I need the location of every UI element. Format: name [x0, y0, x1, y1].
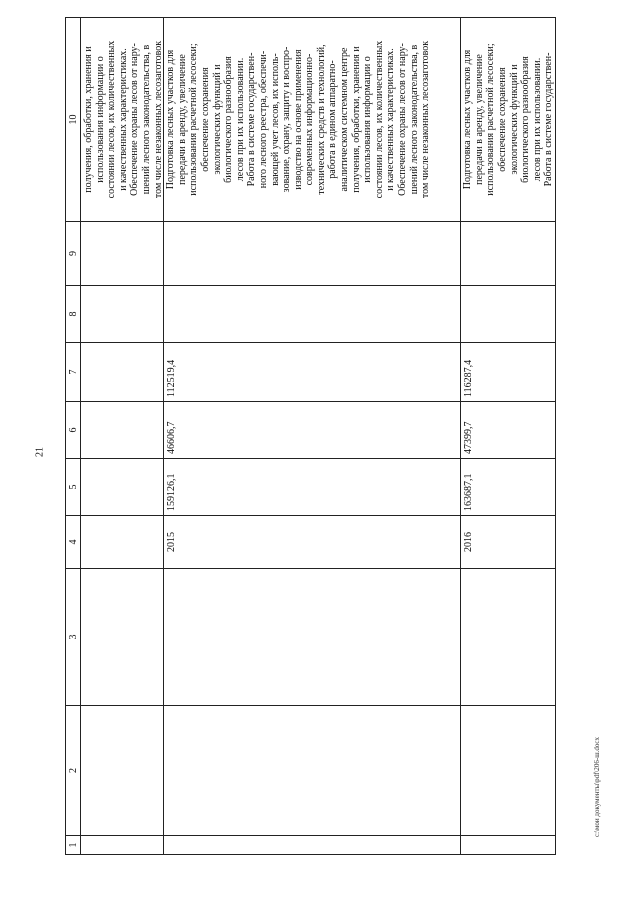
description-cell [81, 18, 164, 222]
text-line: обеспечение сохранения [199, 67, 211, 172]
text-line: использования информации о [94, 56, 106, 183]
text-line: шений лесного законодательства, в [408, 44, 420, 195]
value-cell-col8 [164, 286, 461, 343]
data-table [65, 17, 556, 855]
description-text [164, 18, 461, 221]
table-cell [81, 459, 164, 516]
text-line: Обеспечение охраны лесов от нару- [397, 43, 409, 196]
header-row [66, 18, 81, 855]
value-cell-col6: 47399,7 [461, 402, 556, 459]
value-cell-col8 [461, 286, 556, 343]
text-line: работа в едином аппаратно- [327, 60, 339, 179]
text-line: получения, обработки, хранения и [350, 46, 362, 193]
table-cell [164, 836, 461, 855]
table-cell [164, 706, 461, 836]
table-row [164, 18, 461, 855]
text-line: получения, обработки, хранения и [83, 46, 94, 193]
table-cell [461, 569, 556, 706]
value-cell-col5: 163687,1 [461, 459, 556, 516]
description-cell [461, 18, 556, 222]
text-line: Работа в системе государствен- [246, 52, 258, 187]
table-cell [81, 222, 164, 286]
table-cell [81, 286, 164, 343]
page-number: 21 [34, 447, 46, 457]
text-line: Подготовка лесных участков для [462, 49, 474, 190]
header-cell: 2 [66, 706, 81, 836]
text-line: передачи в аренду, увеличение [473, 54, 485, 185]
text-line: использования расчетной лесосеки; [188, 43, 200, 196]
text-line: лесов при их использовании. [234, 57, 246, 182]
header-cell: 9 [66, 222, 81, 286]
text-line: Работа в системе государствен- [543, 52, 555, 187]
text-line: биологического разнообразия [520, 56, 532, 183]
table-cell [81, 516, 164, 569]
text-line: использования информации о [362, 56, 374, 183]
description-text [81, 18, 164, 221]
text-line: состоянии лесов, их количественных [106, 40, 118, 199]
text-line: использования расчетной лесосеки; [485, 43, 497, 196]
text-line: изводство на основе применения [292, 49, 304, 190]
description-text [461, 18, 556, 221]
value-cell-col7: 116287,4 [461, 343, 556, 402]
table-cell [81, 569, 164, 706]
text-line: современных информационно- [304, 53, 316, 186]
text-line: Подготовка лесных участков для [165, 49, 177, 190]
text-line: технических средств и технологий, [315, 44, 327, 195]
value-cell-col9 [461, 222, 556, 286]
text-line: обеспечение сохранения [496, 67, 508, 172]
text-line: передачи в аренду, увеличение [176, 54, 188, 185]
header-cell: 4 [66, 516, 81, 569]
header-cell: 7 [66, 343, 81, 402]
table-cell [164, 569, 461, 706]
header-cell: 10 [66, 18, 81, 222]
header-cell: 3 [66, 569, 81, 706]
value-cell-col7: 112519,4 [164, 343, 461, 402]
value-cell-col9 [164, 222, 461, 286]
text-line: состоянии лесов, их количественных [373, 40, 385, 199]
table-cell [81, 836, 164, 855]
table-row [461, 18, 556, 855]
value-cell-col6: 46606,7 [164, 402, 461, 459]
footer-file-path: c:\мои документы\pdf\206-ш.docx [593, 736, 601, 838]
header-cell: 8 [66, 286, 81, 343]
table-cell [461, 836, 556, 855]
table-cell [81, 343, 164, 402]
value-cell-col5: 159126,1 [164, 459, 461, 516]
text-line: и качественных характеристиках. [385, 48, 397, 191]
text-line: шений лесного законодательства, в [140, 44, 152, 195]
year-cell: 2016 [461, 516, 556, 569]
header-cell: 5 [66, 459, 81, 516]
text-line: экологических функций и [211, 64, 223, 175]
text-line: лесов при их использовании. [531, 57, 543, 182]
year-cell: 2015 [164, 516, 461, 569]
text-line: биологического разнообразия [223, 56, 235, 183]
text-line: том числе незаконных лесозаготовок [152, 40, 164, 199]
table-viewport [65, 18, 555, 855]
text-line: Обеспечение охраны лесов от нару- [129, 43, 141, 196]
text-line: том числе незаконных лесозаготовок [420, 40, 432, 199]
table-cell [461, 706, 556, 836]
text-line: ного лесного реестра, обеспечи- [257, 50, 269, 189]
text-line: и качественных характеристиках. [117, 48, 129, 191]
header-cell: 1 [66, 836, 81, 855]
text-line: аналитическом системном центре [339, 47, 351, 192]
text-line: экологических функций и [508, 64, 520, 175]
rotated-table-container [65, 18, 555, 855]
text-line: зование, охрану, защиту и воспро- [281, 46, 293, 193]
header-cell: 6 [66, 402, 81, 459]
text-line: вающей учет лесов, их исполь- [269, 53, 281, 186]
description-cell [164, 18, 461, 222]
table-cell [81, 706, 164, 836]
table-row-continuation [81, 18, 164, 855]
table-cell [81, 402, 164, 459]
